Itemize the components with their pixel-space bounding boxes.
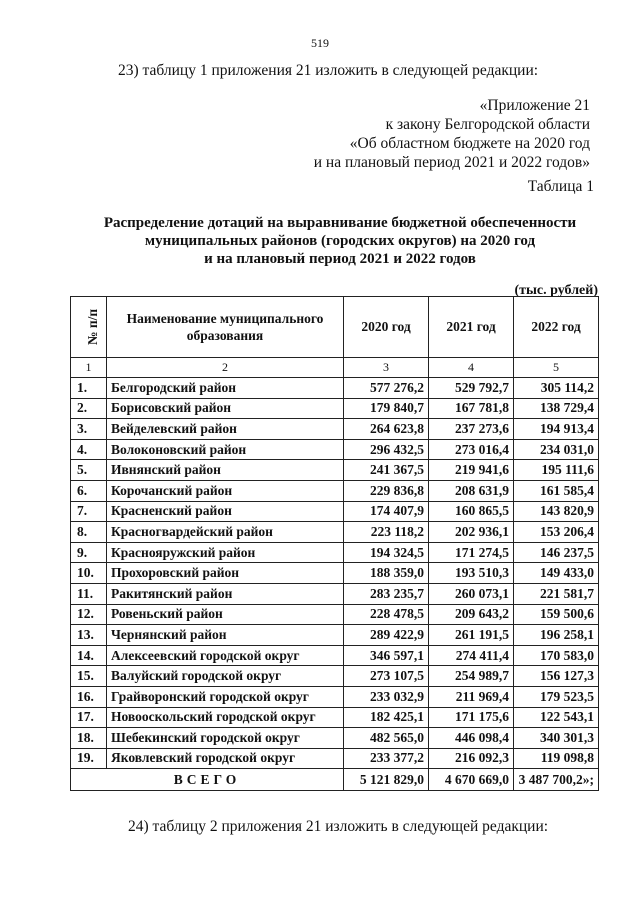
value-2020: 194 324,5 [344,542,429,563]
row-number: 19. [71,748,107,769]
value-2021: 167 781,8 [429,398,514,419]
header-name: Наименование муниципального образования [107,297,344,358]
table-title-line: муниципальных районов (городских округов) на 2020 год [144,233,536,249]
table-row [71,522,599,543]
header-2021: 2021 год [429,297,514,358]
value-2021: 171 274,5 [429,542,514,563]
value-2022: 149 433,0 [514,563,599,584]
column-index: 5 [514,358,599,378]
intro-paragraph: 23) таблицу 1 приложения 21 изложить в следующей редакции: [118,62,539,79]
value-2022: 119 098,8 [514,748,599,769]
value-2022: 340 301,3 [514,728,599,749]
appendix-reference [300,96,590,172]
appendix-line: к закону Белгородской области [385,116,590,133]
municipality-name: Корочанский район [107,480,344,501]
table-title [70,214,610,268]
column-index: 3 [344,358,429,378]
table-row [71,398,599,419]
value-2022: 179 523,5 [514,686,599,707]
table-row [71,686,599,707]
value-2021: 237 273,6 [429,419,514,440]
row-number: 12. [71,604,107,625]
value-2021: 261 191,5 [429,625,514,646]
value-2021: 274 411,4 [429,645,514,666]
municipality-name: Новооскольский городской округ [107,707,344,728]
value-2020: 241 367,5 [344,460,429,481]
row-number: 3. [71,419,107,440]
value-2020: 273 107,5 [344,666,429,687]
row-number: 7. [71,501,107,522]
page-number: 519 [311,36,329,50]
value-2021: 193 510,3 [429,563,514,584]
table-title-line: и на плановый период 2021 и 2022 годов [204,251,476,267]
row-number: 18. [71,728,107,749]
municipality-name: Ивнянский район [107,460,344,481]
row-number: 8. [71,522,107,543]
value-2020: 289 422,9 [344,625,429,646]
subsidy-table [70,296,599,791]
column-index: 4 [429,358,514,378]
table-title-line: Распределение дотаций на выравнивание бюджетной обеспеченности [103,215,577,231]
table-row [71,563,599,584]
value-2022: 195 111,6 [514,460,599,481]
row-number: 15. [71,666,107,687]
total-2022: 3 487 700,2»; [514,769,599,791]
municipality-name: Красногвардейский район [107,522,344,543]
row-number: 14. [71,645,107,666]
value-2021: 260 073,1 [429,583,514,604]
table-row [71,460,599,481]
row-number: 1. [71,378,107,399]
value-2022: 156 127,3 [514,666,599,687]
municipality-name: Яковлевский городской округ [107,748,344,769]
value-2020: 233 032,9 [344,686,429,707]
table-row [71,583,599,604]
value-2020: 182 425,1 [344,707,429,728]
value-2021: 160 865,5 [429,501,514,522]
table-row [71,439,599,460]
row-number: 10. [71,563,107,584]
table-row [71,666,599,687]
value-2020: 233 377,2 [344,748,429,769]
value-2021: 273 016,4 [429,439,514,460]
table-label: Таблица 1 [527,178,594,195]
total-2020: 5 121 829,0 [344,769,429,791]
value-2020: 283 235,7 [344,583,429,604]
value-2020: 223 118,2 [344,522,429,543]
value-2020: 577 276,2 [344,378,429,399]
total-2021: 4 670 669,0 [429,769,514,791]
municipality-name: Чернянский район [107,625,344,646]
column-index: 1 [71,358,107,378]
value-2020: 179 840,7 [344,398,429,419]
value-2020: 228 478,5 [344,604,429,625]
municipality-name: Ровеньский район [107,604,344,625]
appendix-line: и на плановый период 2021 и 2022 годов» [313,154,590,171]
municipality-name: Валуйский городской округ [107,666,344,687]
table-row [71,378,599,399]
municipality-name: Прохоровский район [107,563,344,584]
total-row [71,769,599,791]
value-2020: 346 597,1 [344,645,429,666]
outro-paragraph: 24) таблицу 2 приложения 21 изложить в следующей редакции: [128,818,549,835]
table-row [71,501,599,522]
table-row [71,707,599,728]
value-2022: 153 206,4 [514,522,599,543]
value-2021: 209 643,2 [429,604,514,625]
value-2020: 482 565,0 [344,728,429,749]
municipality-name: Алексеевский городской округ [107,645,344,666]
value-2021: 208 631,9 [429,480,514,501]
value-2022: 234 031,0 [514,439,599,460]
value-2021: 171 175,6 [429,707,514,728]
units-label: (тыс. рублей) [514,283,598,298]
table-row [71,645,599,666]
value-2022: 305 114,2 [514,378,599,399]
value-2021: 254 989,7 [429,666,514,687]
row-number: 9. [71,542,107,563]
municipality-name: Борисовский район [107,398,344,419]
value-2021: 529 792,7 [429,378,514,399]
value-2022: 146 237,5 [514,542,599,563]
municipality-name: Грайворонский городской округ [107,686,344,707]
value-2022: 170 583,0 [514,645,599,666]
value-2022: 196 258,1 [514,625,599,646]
row-number: 6. [71,480,107,501]
appendix-line: «Приложение 21 [479,97,590,114]
value-2022: 161 585,4 [514,480,599,501]
row-number: 2. [71,398,107,419]
table-header-row [71,297,599,358]
table-row [71,419,599,440]
value-2021: 211 969,4 [429,686,514,707]
value-2022: 138 729,4 [514,398,599,419]
municipality-name: Белгородский район [107,378,344,399]
row-number: 11. [71,583,107,604]
column-index-row [71,358,599,378]
municipality-name: Ракитянский район [107,583,344,604]
total-label: ВСЕГО [71,769,344,791]
municipality-name: Краснояружский район [107,542,344,563]
appendix-line: «Об областном бюджете на 2020 год [349,135,590,152]
row-number: 17. [71,707,107,728]
header-2020: 2020 год [344,297,429,358]
table-row [71,542,599,563]
value-2020: 229 836,8 [344,480,429,501]
table-row [71,604,599,625]
table-row [71,625,599,646]
value-2022: 194 913,4 [514,419,599,440]
value-2022: 159 500,6 [514,604,599,625]
table-row [71,480,599,501]
row-number: 4. [71,439,107,460]
value-2020: 296 432,5 [344,439,429,460]
table-row [71,748,599,769]
value-2020: 188 359,0 [344,563,429,584]
header-num: № п/п [71,297,107,358]
value-2022: 221 581,7 [514,583,599,604]
row-number: 5. [71,460,107,481]
municipality-name: Шебекинский городской округ [107,728,344,749]
value-2020: 264 623,8 [344,419,429,440]
header-2022: 2022 год [514,297,599,358]
value-2022: 122 543,1 [514,707,599,728]
row-number: 13. [71,625,107,646]
value-2022: 143 820,9 [514,501,599,522]
row-number: 16. [71,686,107,707]
value-2021: 202 936,1 [429,522,514,543]
value-2021: 219 941,6 [429,460,514,481]
value-2021: 446 098,4 [429,728,514,749]
column-index: 2 [107,358,344,378]
municipality-name: Красненский район [107,501,344,522]
table-row [71,728,599,749]
municipality-name: Вейделевский район [107,419,344,440]
value-2020: 174 407,9 [344,501,429,522]
municipality-name: Волоконовский район [107,439,344,460]
value-2021: 216 092,3 [429,748,514,769]
